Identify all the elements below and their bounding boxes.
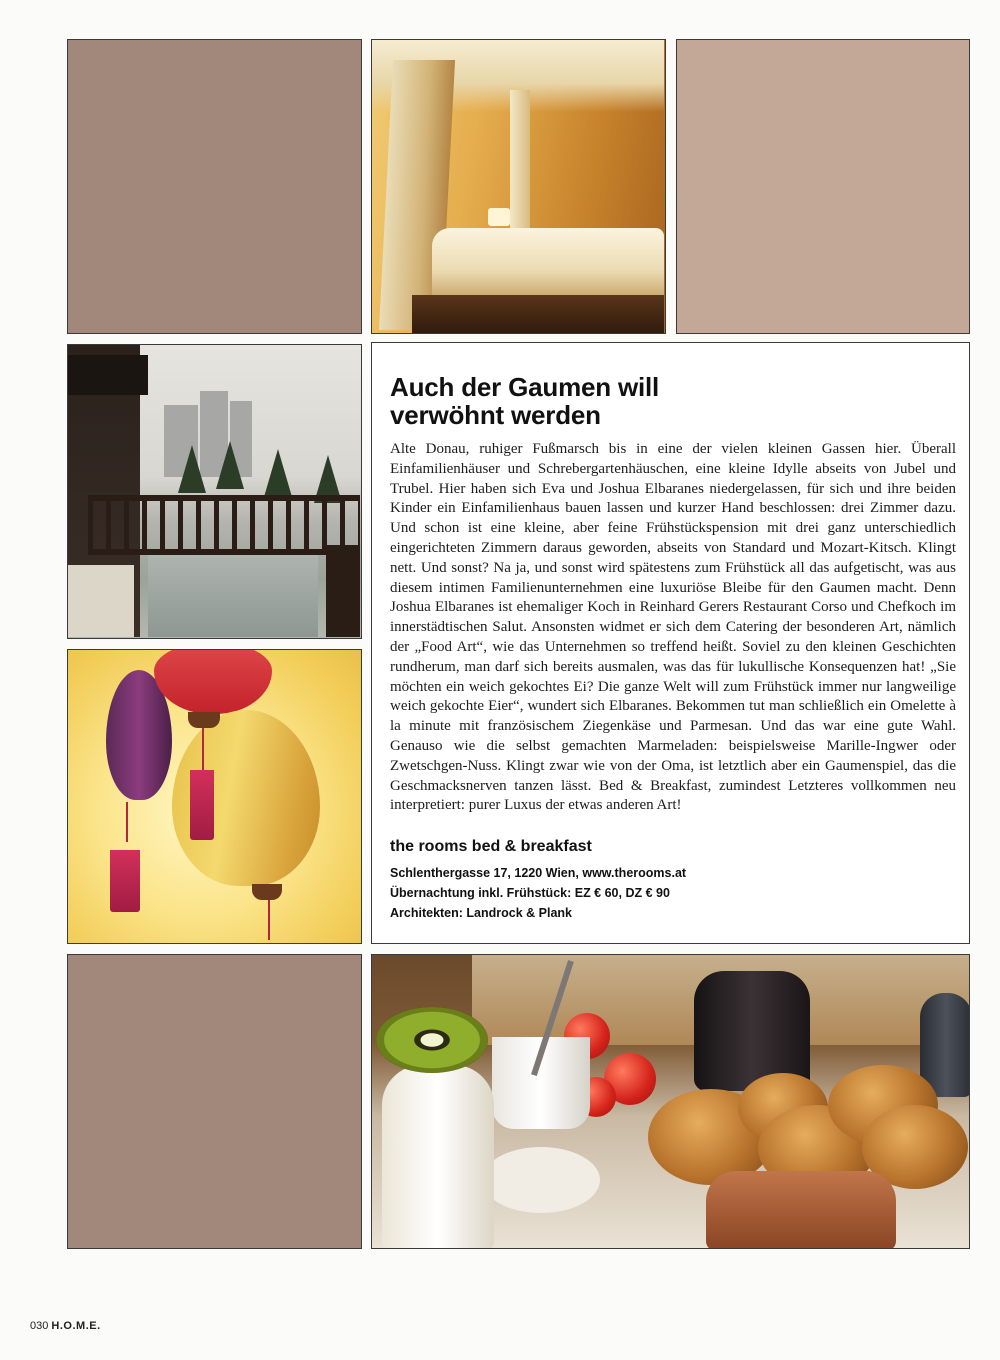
tassel-cord [268,900,270,940]
breakfast-photo [371,954,970,1249]
magazine-name: H.O.M.E. [51,1320,101,1332]
page-number: 030 [30,1320,49,1332]
tree [264,449,292,497]
info-architects: Architekten: Landrock & Plank [390,906,572,920]
color-swatch-top-right [676,39,970,334]
info-address: Schlenthergasse 17, 1220 Wien, www.therooms.at [390,866,687,880]
clay-pot [706,1171,896,1249]
tassel [110,850,140,912]
tassel-cord [126,802,128,842]
egg-cup [382,1065,494,1249]
color-swatch-top-left [67,39,362,334]
tree [216,441,244,489]
bed-frame [412,295,664,334]
lantern-cap [252,884,282,900]
balcony-post [326,545,360,637]
lantern-cap [188,712,220,728]
page-footer [30,1320,101,1332]
tassel [190,770,214,840]
lanterns-photo [67,649,362,944]
info-price: Übernachtung inkl. Frühstück: EZ € 60, DZ € 90 [390,886,670,900]
article-headline [390,373,950,429]
roof [68,355,148,395]
wooden-balcony [88,495,360,555]
info-box [390,837,950,923]
river-water [148,555,318,637]
cheese [482,1147,600,1213]
bed [432,228,664,298]
headline-line-2: verwöhnt werden [390,400,601,430]
skyline-photo [67,344,362,639]
bedside-lamp [488,208,510,226]
headline-line-1: Auch der Gaumen will [390,372,660,402]
tassel-cord [202,728,204,772]
info-title: the rooms bed & breakfast [390,838,592,855]
article-panel [371,342,970,944]
article-body: Alte Donau, ruhiger Fußmarsch bis in eine der vielen kleinen Gassen hier. Überall Einfamilienhäuser und Schrebergartenhäuschen, eine kleine Idylle abseits von Jubel und Trubel. Hier haben sich Eva und Joshua Elbaranes niedergelassen, für sich und ihre beiden Kinder ein Einfamilienhaus bauen lassen und kurzer Hand beschlossen: drei Zimmer dazu. Und schon ist eine kleine, aber feine Frühstückspension mit drei ganz unterschiedlich eingerichteten Zimmern daraus geworden, abseits von Standard und Mozart-Kitsch. Klingt nett. Und sonst? Na ja, und sonst wird spätestens zum Frühstück all das aufgetischt, was aus diesem intimen Familienunternehmen eine luxuriöse Bleibe für den Gaumen macht. Denn Joshua Elbaranes ist ehemaliger Koch in Reinhard Gerers Restaurant Corso und Chefkoch im innerstädtischen Salut. Ansonsten widmet er sich dem Catering der besonderen Art, nämlich der „Food Art“, wie das Unternehmen so treffend heißt. Soviel zu den kleinen Geschichten rundherum, man darf sich bereits ausmalen, was das für lukullische Konsequenzen hat! „Sie möchten ein weich gekochtes Ei? Die ganze Welt will zum Frühstück immer nur langweilige weich gekochte Eier“, wundert sich Elbaranes. Bekommen tut man schließlich ein Omelette à la minute mit französischem Ziegenkäse und Parmesan. Und das war eine gute Wahl. Genauso wie die selbst gemachten Marmeladen: beispielsweise Marille-Ingwer oder Zwetschgen-Nuss. Klingt zwar wie von der Oma, ist letztlich aber ein Gaumenspiel, das die Geschmacksnerven tanzen lässt. Bed & Breakfast, zumindest Letzteres vollkommen neu interpretiert: purer Luxus der etwas anderen Art! [390,441,956,814]
kiwi-slice [376,1007,488,1073]
tree [178,445,206,493]
white-wall [68,565,134,637]
red-lantern [154,649,272,714]
bedroom-photo [371,39,666,334]
color-swatch-bottom-left [67,954,362,1249]
